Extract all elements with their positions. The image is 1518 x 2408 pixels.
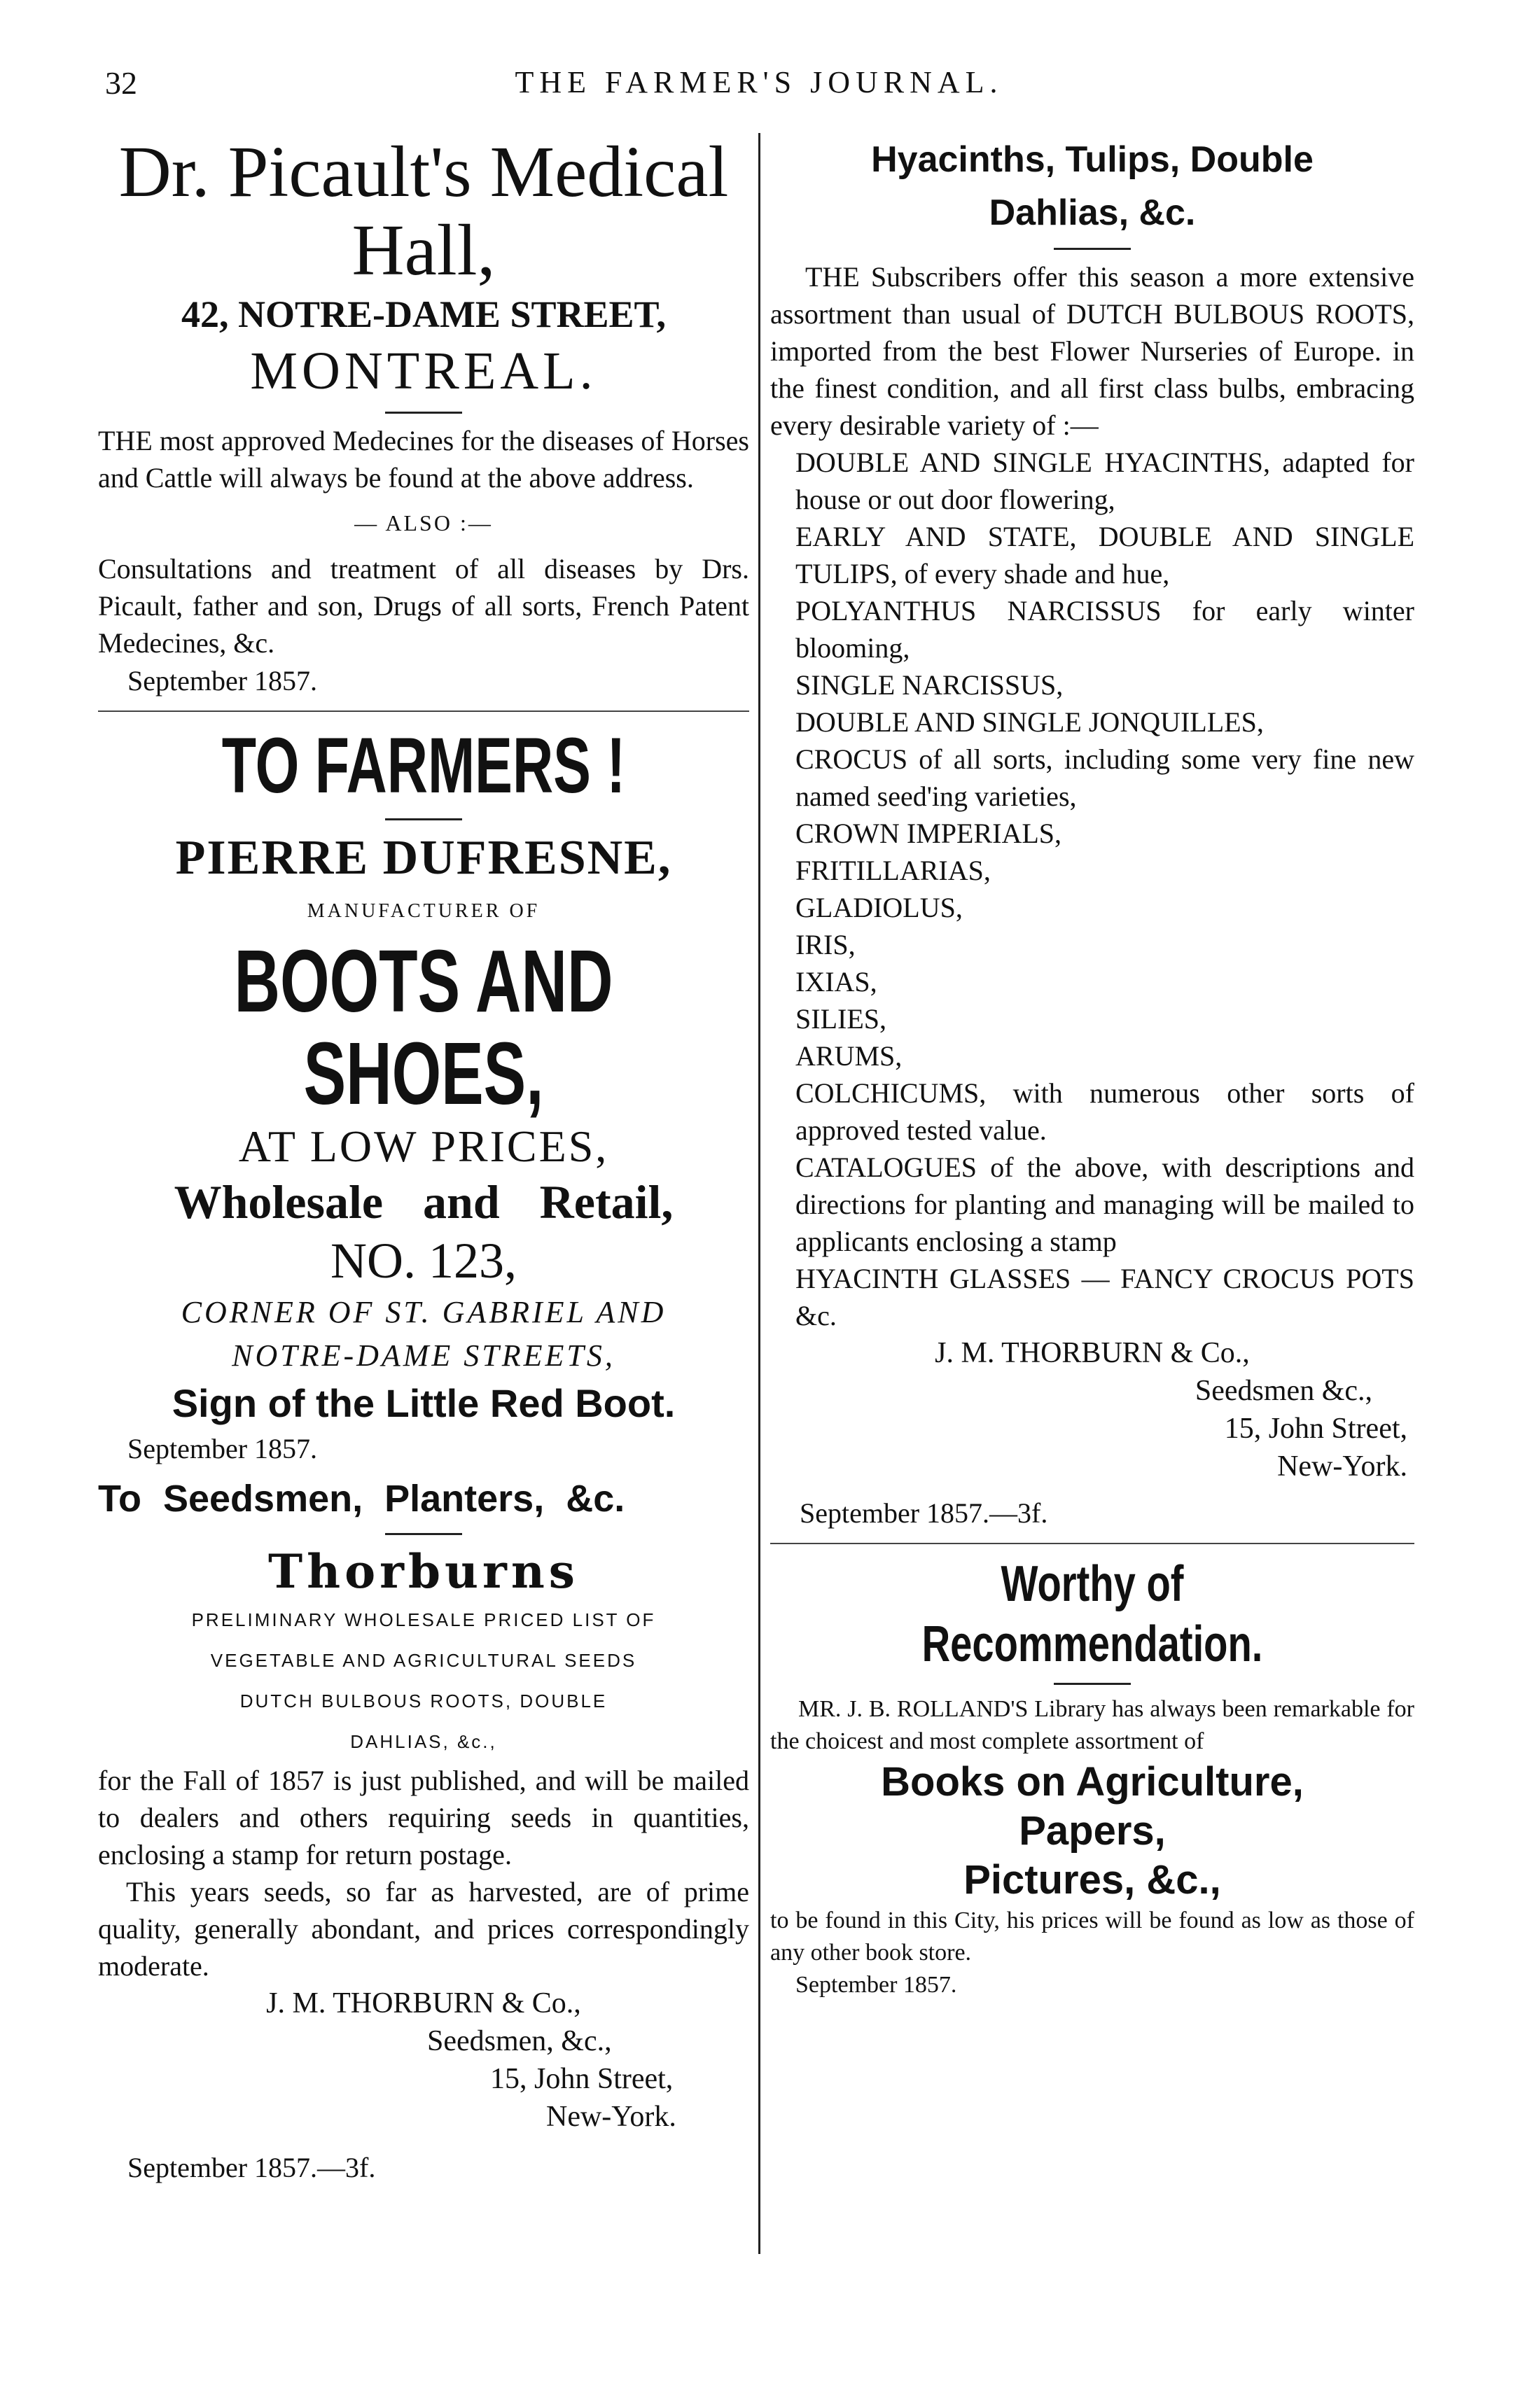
bulbs-ad-catalogue: CATALOGUES of the above, with descriptions and directions for planting and managing will be mailed to applicants enclosing a stamp: [795, 1152, 1414, 1257]
bulbs-ad-item: CROWN IMPERIALS,: [795, 818, 1062, 849]
seeds-ad-prelim-4: DAHLIAS, &c.,: [350, 1731, 497, 1752]
boots-ad-heading: TO FARMERS !: [221, 722, 626, 809]
bulbs-ad-signature-4: New-York.: [1277, 1450, 1407, 1483]
seeds-ad-date: September 1857.—3f.: [127, 2152, 376, 2183]
library-ad-papers: Papers,: [1019, 1808, 1166, 1854]
page-number: 32: [105, 65, 137, 101]
bulbs-ad-item: SINGLE NARCISSUS,: [795, 669, 1064, 701]
boots-ad-corner-1: CORNER OF ST. GABRIEL AND: [181, 1295, 667, 1329]
seeds-ad-brand: Thorburns: [268, 1544, 579, 1599]
library-ad-date: September 1857.: [795, 1972, 957, 1998]
bulbs-ad-glasses: HYACINTH GLASSES — FANCY CROCUS POTS &c.: [795, 1263, 1414, 1331]
bulbs-ad-signature-3: 15, John Street,: [1224, 1413, 1407, 1445]
seeds-ad-prelim-2: VEGETABLE AND AGRICULTURAL SEEDS: [210, 1650, 637, 1671]
seeds-ad-signature-4: New-York.: [546, 2101, 676, 2133]
seeds-ad-signature-3: 15, John Street,: [490, 2063, 674, 2095]
bulbs-ad-item: ARUMS,: [795, 1040, 903, 1072]
divider: [385, 1533, 462, 1535]
bulbs-ad-item: EARLY AND STATE, DOUBLE AND SINGLE TULIPS, of every shade and hue,: [795, 521, 1414, 589]
divider: [385, 818, 462, 820]
library-ad-pictures: Pictures, &c.,: [963, 1857, 1221, 1903]
seeds-ad-prelim-3: DUTCH BULBOUS ROOTS, DOUBLE: [239, 1690, 608, 1712]
bulbs-ad-item: SILIES,: [795, 1003, 886, 1035]
bulbs-ad-item: DOUBLE AND SINGLE JONQUILLES,: [795, 706, 1264, 738]
library-ad: [770, 1554, 1414, 2001]
medical-hall-city: MONTREAL.: [250, 342, 597, 400]
bulbs-ad-item: IRIS,: [795, 929, 856, 960]
bulbs-ad-date: September 1857.—3f.: [800, 1497, 1048, 1529]
seeds-ad-prelim-1: PRELIMINARY WHOLESALE PRICED LIST OF: [191, 1609, 656, 1630]
left-column: [98, 133, 749, 2188]
library-ad-heading: Worthy of Recommendation.: [921, 1556, 1263, 1672]
boots-ad-number: NO. 123,: [330, 1233, 517, 1289]
bulbs-ad-item: DOUBLE AND SINGLE HYACINTHS, adapted for house or out door flowering,: [795, 447, 1414, 515]
library-ad-body: MR. J. B. ROLLAND'S Library has always been remarkable for the choicest and most complete assortment of: [770, 1696, 1414, 1754]
bulbs-ad-signature-2: Seedsmen &c.,: [1195, 1375, 1372, 1407]
bulbs-ad-signature-1: J. M. THORBURN & Co.,: [935, 1337, 1250, 1369]
seeds-ad-body-1: for the Fall of 1857 is just published, and will be mailed to dealers and others requiring seeds in quantities, enclosing a stamp for return postage.: [98, 1765, 749, 1870]
library-ad-body-2: to be found in this City, his prices will be found as low as those of any other book store.: [770, 1907, 1414, 1966]
boots-ad-sign: Sign of the Little Red Boot.: [172, 1381, 676, 1425]
bulbs-ad-item: FRITILLARIAS,: [795, 855, 991, 886]
bulbs-ad-heading-2: Dahlias, &c.: [989, 192, 1196, 233]
bulbs-ad-item: POLYANTHUS NARCISSUS for early winter blooming,: [795, 595, 1414, 664]
boots-ad-manufacturer: MANUFACTURER OF: [307, 900, 541, 922]
boots-ad-low-prices: AT LOW PRICES,: [238, 1121, 609, 1171]
divider: [385, 412, 462, 414]
boots-ad-name: PIERRE DUFRESNE,: [175, 831, 672, 885]
divider: [1054, 1683, 1131, 1685]
bulbs-ad: [770, 133, 1414, 1533]
seeds-ad-signature-1: J. M. THORBURN & Co.,: [266, 1987, 581, 2019]
boots-ad-product: BOOTS AND SHOES,: [234, 932, 613, 1123]
medical-hall-title: Dr. Picault's Medical Hall,: [118, 132, 729, 290]
medical-hall-also: — ALSO :—: [354, 510, 493, 536]
boots-ad: [98, 722, 749, 1469]
medical-hall-ad: [98, 133, 749, 701]
medical-hall-body: THE most approved Medecines for the diseases of Horses and Cattle will always be found at the above address.: [98, 425, 749, 493]
right-column: [770, 133, 1414, 2001]
bulbs-ad-intro: THE Subscribers offer this season a more extensive assortment than usual of DUTCH BULBOUS ROOTS, imported from the best Flower Nurseries of Europe. in the finest condition, and all first class bulbs, embracing every desirable variety of :—: [770, 261, 1414, 441]
column-divider: [758, 133, 760, 2254]
bulbs-ad-heading-1: Hyacinths, Tulips, Double: [871, 139, 1314, 180]
boots-ad-wholesale: Wholesale and Retail,: [174, 1175, 674, 1228]
running-title: THE FARMER'S JOURNAL.: [515, 65, 1003, 99]
divider: [98, 710, 749, 712]
medical-hall-date: September 1857.: [127, 665, 318, 696]
medical-hall-street: 42, NOTRE-DAME STREET,: [181, 293, 667, 335]
page-header: [0, 64, 1518, 127]
seeds-ad-heading: To Seedsmen, Planters, &c.: [98, 1478, 625, 1520]
divider: [1054, 248, 1131, 250]
boots-ad-corner-2: NOTRE-DAME STREETS,: [232, 1338, 615, 1373]
library-ad-books: Books on Agriculture,: [881, 1759, 1304, 1805]
bulbs-ad-item: COLCHICUMS, with numerous other sorts of approved tested value.: [795, 1077, 1414, 1146]
seeds-ad-body-2: This years seeds, so far as harvested, are of prime quality, generally abondant, and prices correspondingly moderate.: [98, 1876, 749, 1982]
bulbs-ad-item: GLADIOLUS,: [795, 892, 963, 923]
bulbs-ad-item: CROCUS of all sorts, including some very fine new named seed'ing varieties,: [795, 743, 1414, 812]
seeds-ad: [98, 1473, 749, 2188]
bulbs-ad-item: IXIAS,: [795, 966, 877, 997]
divider: [770, 1543, 1414, 1544]
medical-hall-body-2: Consultations and treatment of all diseases by Drs. Picault, father and son, Drugs of all sorts, French Patent Medecines, &c.: [98, 553, 749, 659]
seeds-ad-signature-2: Seedsmen, &c.,: [427, 2025, 612, 2057]
boots-ad-date: September 1857.: [127, 1433, 318, 1464]
